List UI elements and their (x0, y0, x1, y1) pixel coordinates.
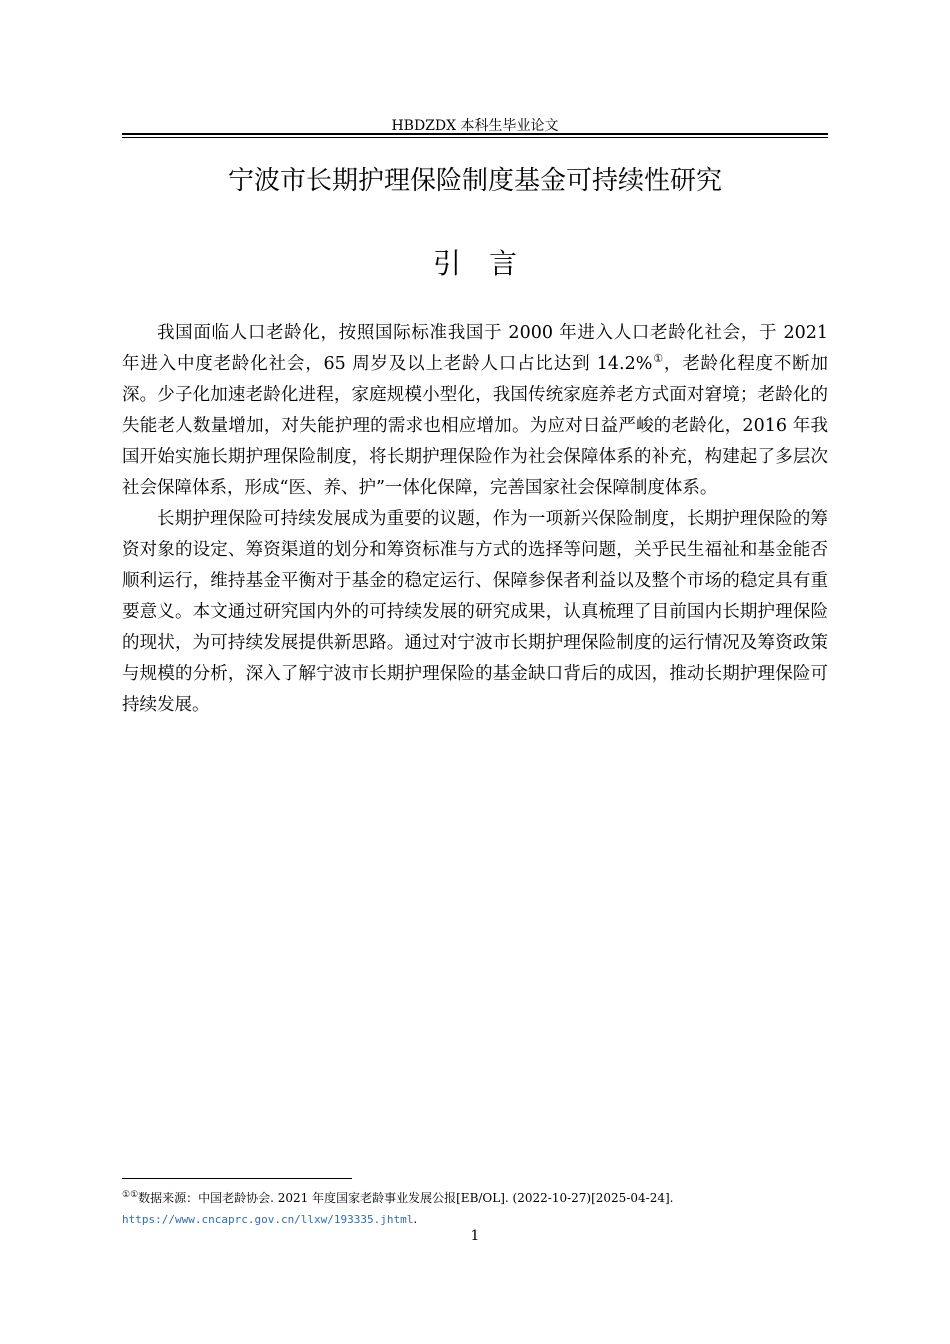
footnote-trailing: . (413, 1212, 418, 1226)
footnote-reference[interactable]: ① (652, 352, 664, 366)
section-heading: 引言 (432, 247, 545, 280)
paragraph-1 (122, 318, 828, 504)
paragraph-2: 长期护理保险可持续发展成为重要的议题，作为一项新兴保险制度，长期护理保险的筹资对象的设定、筹资渠道的划分和筹资标准与方式的选择等问题，关乎民生福祉和基金能否顺利运行，维持基金平衡对于基金的稳定运行、保障参保者利益以及整个市场的稳定具有重要意义。本文通过研究国内外的可持续发展的研究成果，认真梳理了目前国内长期护理保险的现状，为可持续发展提供新思路。通过对宁波市长期护理保险制度的运行情况及筹资政策与规模的分析，深入了解宁波市长期护理保险的基金缺口背后的成因，推动长期护理保险可持续发展。 (122, 509, 828, 715)
body-text (122, 318, 828, 721)
running-header: HBDZDX 本科生毕业论文 (391, 118, 559, 134)
footnote-text: 数据来源：中国老龄协会. 2021 年度国家老龄事业发展公报[EB/OL]. (2022-10-27)[2025-04-24]. (138, 1191, 674, 1205)
paragraph-1-text-cont: ，老龄化程度不断加深。少子化加速老龄化进程，家庭规模小型化，我国传统家庭养老方式面对窘境；老龄化的失能老人数量增加，对失能护理的需求也相应增加。为应对日益严峻的老龄化，2016 年我国开始实施长期护理保险制度，将长期护理保险作为社会保障体系的补充，构建起了多层次社会保障体系，形成“医、养、护”一体化保障，完善国家社会保障制度体系。 (122, 354, 828, 498)
footnote (122, 1188, 828, 1230)
footnote-separator (122, 1178, 352, 1179)
paragraph-1-text: 我国面临人口老龄化，按照国际标准我国于 2000 年进入人口老龄化社会，于 2021 年进入中度老龄化社会，65 周岁及以上老龄人口占比达到 14.2% (122, 323, 828, 374)
document-title: 宁波市长期护理保险制度基金可持续性研究 (227, 166, 722, 196)
header-rule (122, 133, 828, 135)
footnote-marks: ①① (122, 1190, 139, 1200)
footnote-link[interactable]: https://www.cncaprc.gov.cn/llxw/193335.jhtml (122, 1213, 414, 1226)
header-rule-thin (122, 137, 828, 138)
page-number: 1 (470, 1228, 480, 1244)
